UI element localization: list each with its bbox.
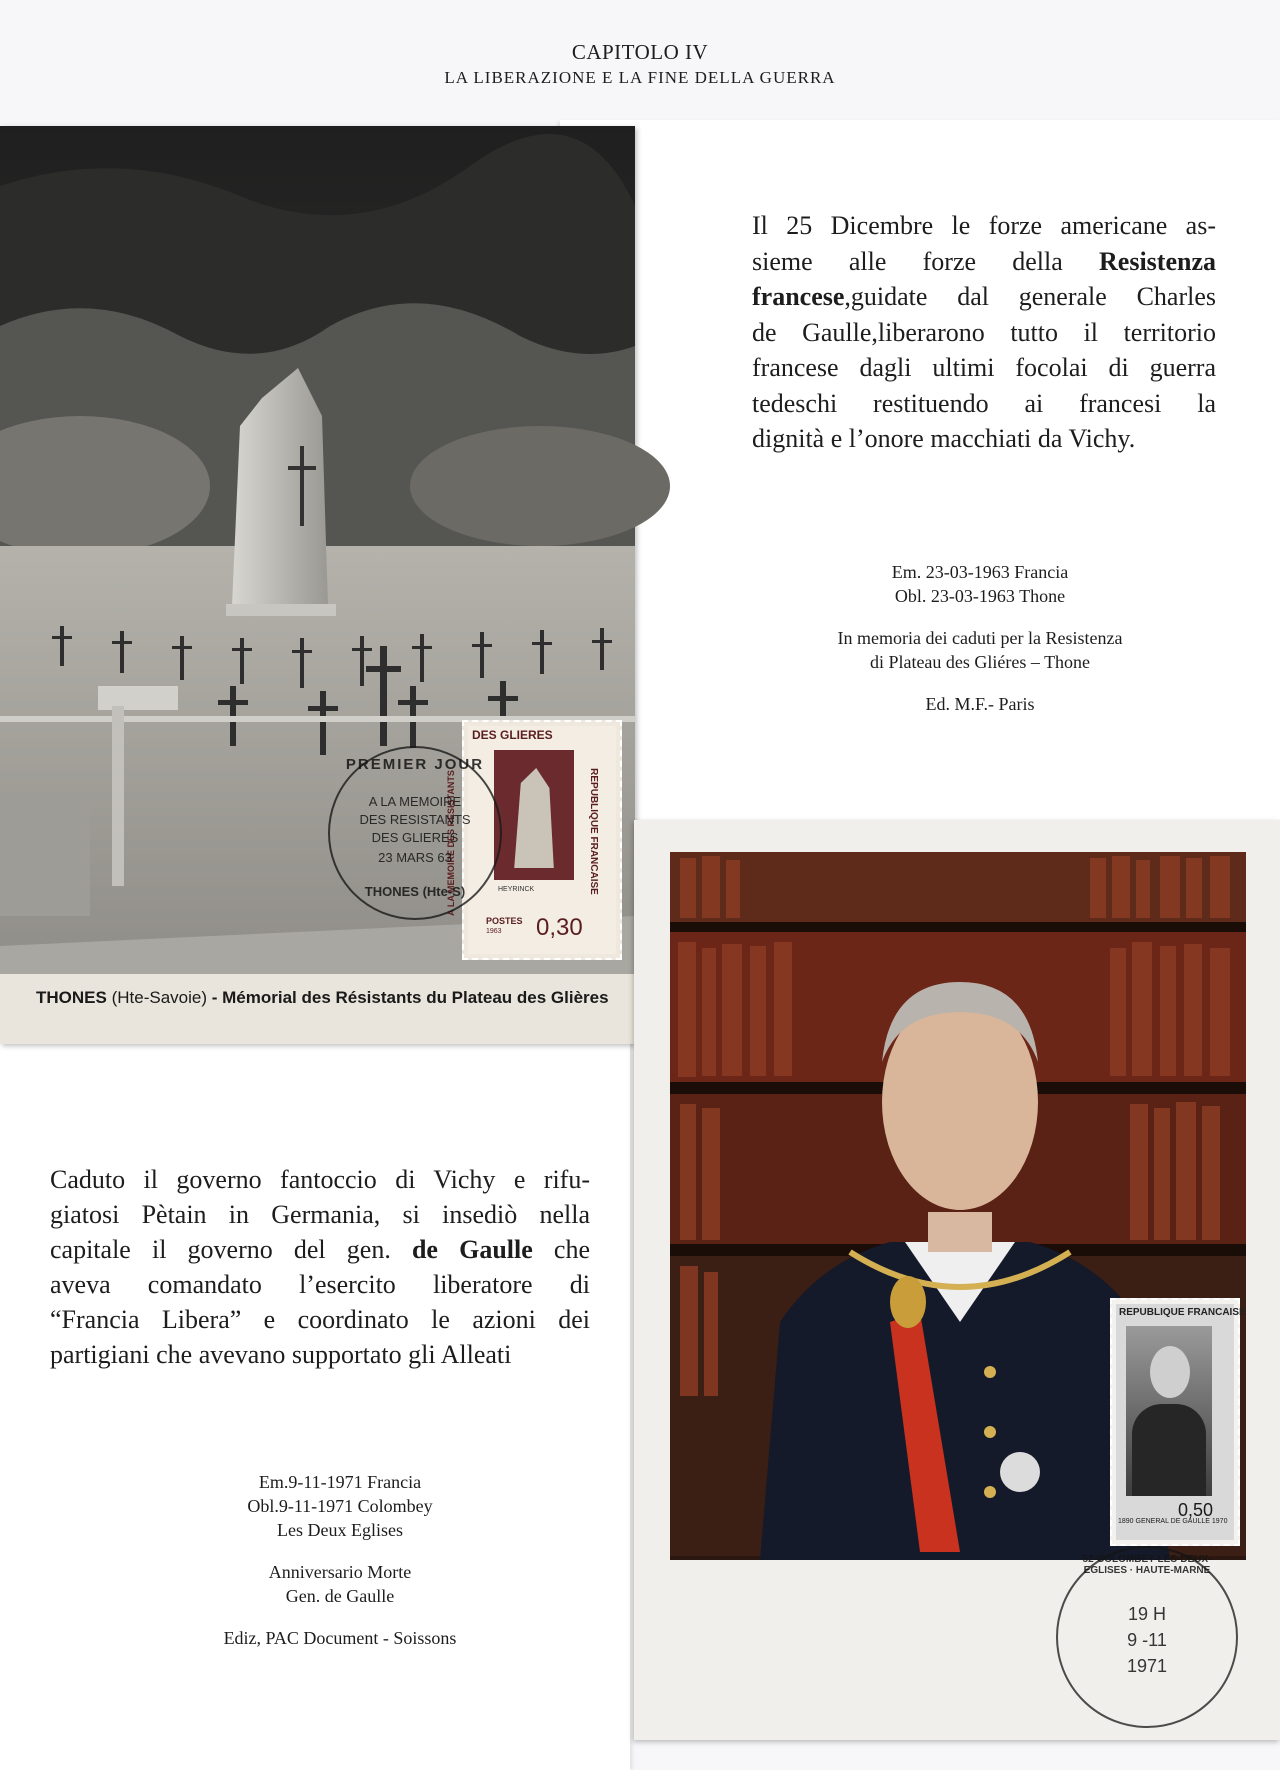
section2-edition: Ediz, PAC Document - Soissons xyxy=(223,1628,457,1648)
section2-line-6: partigiani che avevano supportato gli Alleati xyxy=(50,1340,512,1369)
memorial-photo xyxy=(0,126,635,974)
stamp-de-gaulle-value: 0,50 xyxy=(1178,1500,1214,1520)
section1-line-2: sieme alle forze della Resistenza xyxy=(752,246,1216,276)
postmark-line-1: A LA MEMOIRE xyxy=(368,794,462,809)
section1-line-1: Il 25 Dicembre le forze americane as- xyxy=(752,211,1216,240)
stamp-glieres-year: 1963 xyxy=(486,928,502,935)
section1-line-4: de Gaulle,liberarono tutto il territorio xyxy=(752,317,1216,347)
section1-line-3: francese,guidate dal generale Charles xyxy=(752,282,1216,311)
caption-region: (Hte-Savoie) xyxy=(111,988,207,1007)
stamp-glieres-left-text: A LA MEMOIRE DES RESISTANTS xyxy=(445,770,456,916)
stamp-de-gaulle-portrait xyxy=(1126,1326,1212,1496)
postcard-de-gaulle xyxy=(634,820,1280,1740)
postcard-glieres-caption xyxy=(36,988,609,1008)
postmark-bottom: THONES (Hte-S) xyxy=(364,884,466,899)
postmark-colombey-hour: 19 H xyxy=(1127,1604,1167,1624)
chapter-title: CAPITOLO IV xyxy=(571,40,709,64)
postmark-date: 23 MARS 63 xyxy=(378,850,452,865)
stamp-de-gaulle-caption: 1890 GENERAL DE GAULLE 1970 xyxy=(1118,1518,1228,1525)
postmark-line-2: DES RESISTANTS xyxy=(359,812,471,827)
section2-obliteration-1: Obl.9-11-1971 Colombey xyxy=(247,1496,433,1516)
stamp-glieres-monument-shape xyxy=(512,768,556,868)
postmark-colombey xyxy=(1056,1546,1238,1728)
section2-emission: Em.9-11-1971 Francia xyxy=(258,1472,422,1492)
postcard-glieres xyxy=(0,126,635,1044)
section2-anniversary-2: Gen. de Gaulle xyxy=(285,1586,395,1606)
section1-line-6: tedeschi restituendo ai francesi la xyxy=(752,388,1216,418)
stamp-glieres-monument-picture xyxy=(494,750,574,880)
postmark-premier-jour-top: PREMIER JOUR xyxy=(345,756,485,773)
section2-anniversary-1: Anniversario Morte xyxy=(268,1562,412,1582)
section1-paragraph xyxy=(752,208,1216,457)
section1-obliteration: Obl. 23-03-1963 Thone xyxy=(894,586,1066,606)
section1-emission: Em. 23-03-1963 Francia xyxy=(891,562,1069,582)
chapter-subtitle: LA LIBERAZIONE E LA FINE DELLA GUERRA xyxy=(444,68,836,87)
stamp-glieres-right-text: REPUBLIQUE FRANCAISE xyxy=(587,768,599,895)
section2-line-5: “Francia Libera” e coordinato le azioni dei xyxy=(50,1305,590,1334)
stamp-glieres-postes: POSTES xyxy=(486,916,523,926)
stamp-glieres-designer: HEYRINCK xyxy=(498,886,535,893)
caption-place: THONES xyxy=(36,988,107,1007)
stamp-de-gaulle-face xyxy=(1116,1304,1246,1540)
section2-line-1: Caduto il governo fantoccio di Vichy e rifu- xyxy=(50,1165,590,1194)
section1-edition: Ed. M.F.- Paris xyxy=(925,694,1035,714)
caption-text: - Mémorial des Résistants du Plateau des Glières xyxy=(211,988,609,1007)
de-gaulle-portrait xyxy=(670,852,1246,1560)
postmark-premier-jour xyxy=(328,746,502,920)
section2-line-4: aveva comandato l’esercito liberatore di xyxy=(50,1270,590,1299)
section1-memorial-line-2: di Plateau des Gliéres – Thone xyxy=(869,652,1091,672)
stamp-glieres-top-text: DES GLIERES xyxy=(472,728,553,742)
section1-line-7: dignità e l’onore macchiati da Vichy. xyxy=(752,424,1136,453)
stamp-de-gaulle-body xyxy=(1132,1404,1206,1496)
postmark-colombey-year: 1971 xyxy=(1126,1656,1168,1676)
stamp-de-gaulle xyxy=(1110,1298,1246,1546)
section2-stamp-info xyxy=(140,1470,540,1668)
section2-line-3: capitale il governo del gen. de Gaulle che xyxy=(50,1235,590,1264)
stamp-de-gaulle-country: REPUBLIQUE FRANCAISE xyxy=(1119,1307,1246,1318)
section1-line-5: francese dagli ultimi focolai di guerra xyxy=(752,353,1216,382)
section1-memorial-line-1: In memoria dei caduti per la Resistenza xyxy=(837,628,1123,648)
stamp-glieres-value: 0,30 xyxy=(536,914,583,941)
stamp-de-gaulle-head xyxy=(1150,1346,1190,1398)
postmark-colombey-date: 9 -11 xyxy=(1127,1630,1167,1650)
postmark-line-3: DES GLIERES xyxy=(371,830,459,845)
postmark-colombey-ring: 52-COLOMBEY-LES-DEUX-EGLISES · HAUTE-MARNE xyxy=(1082,1554,1212,1576)
section1-stamp-info xyxy=(760,560,1200,734)
section2-paragraph xyxy=(50,1162,590,1372)
section2-line-2: giatosi Pètain in Germania, si insediò nella xyxy=(50,1200,590,1229)
section2-obliteration-2: Les Deux Eglises xyxy=(277,1520,403,1540)
